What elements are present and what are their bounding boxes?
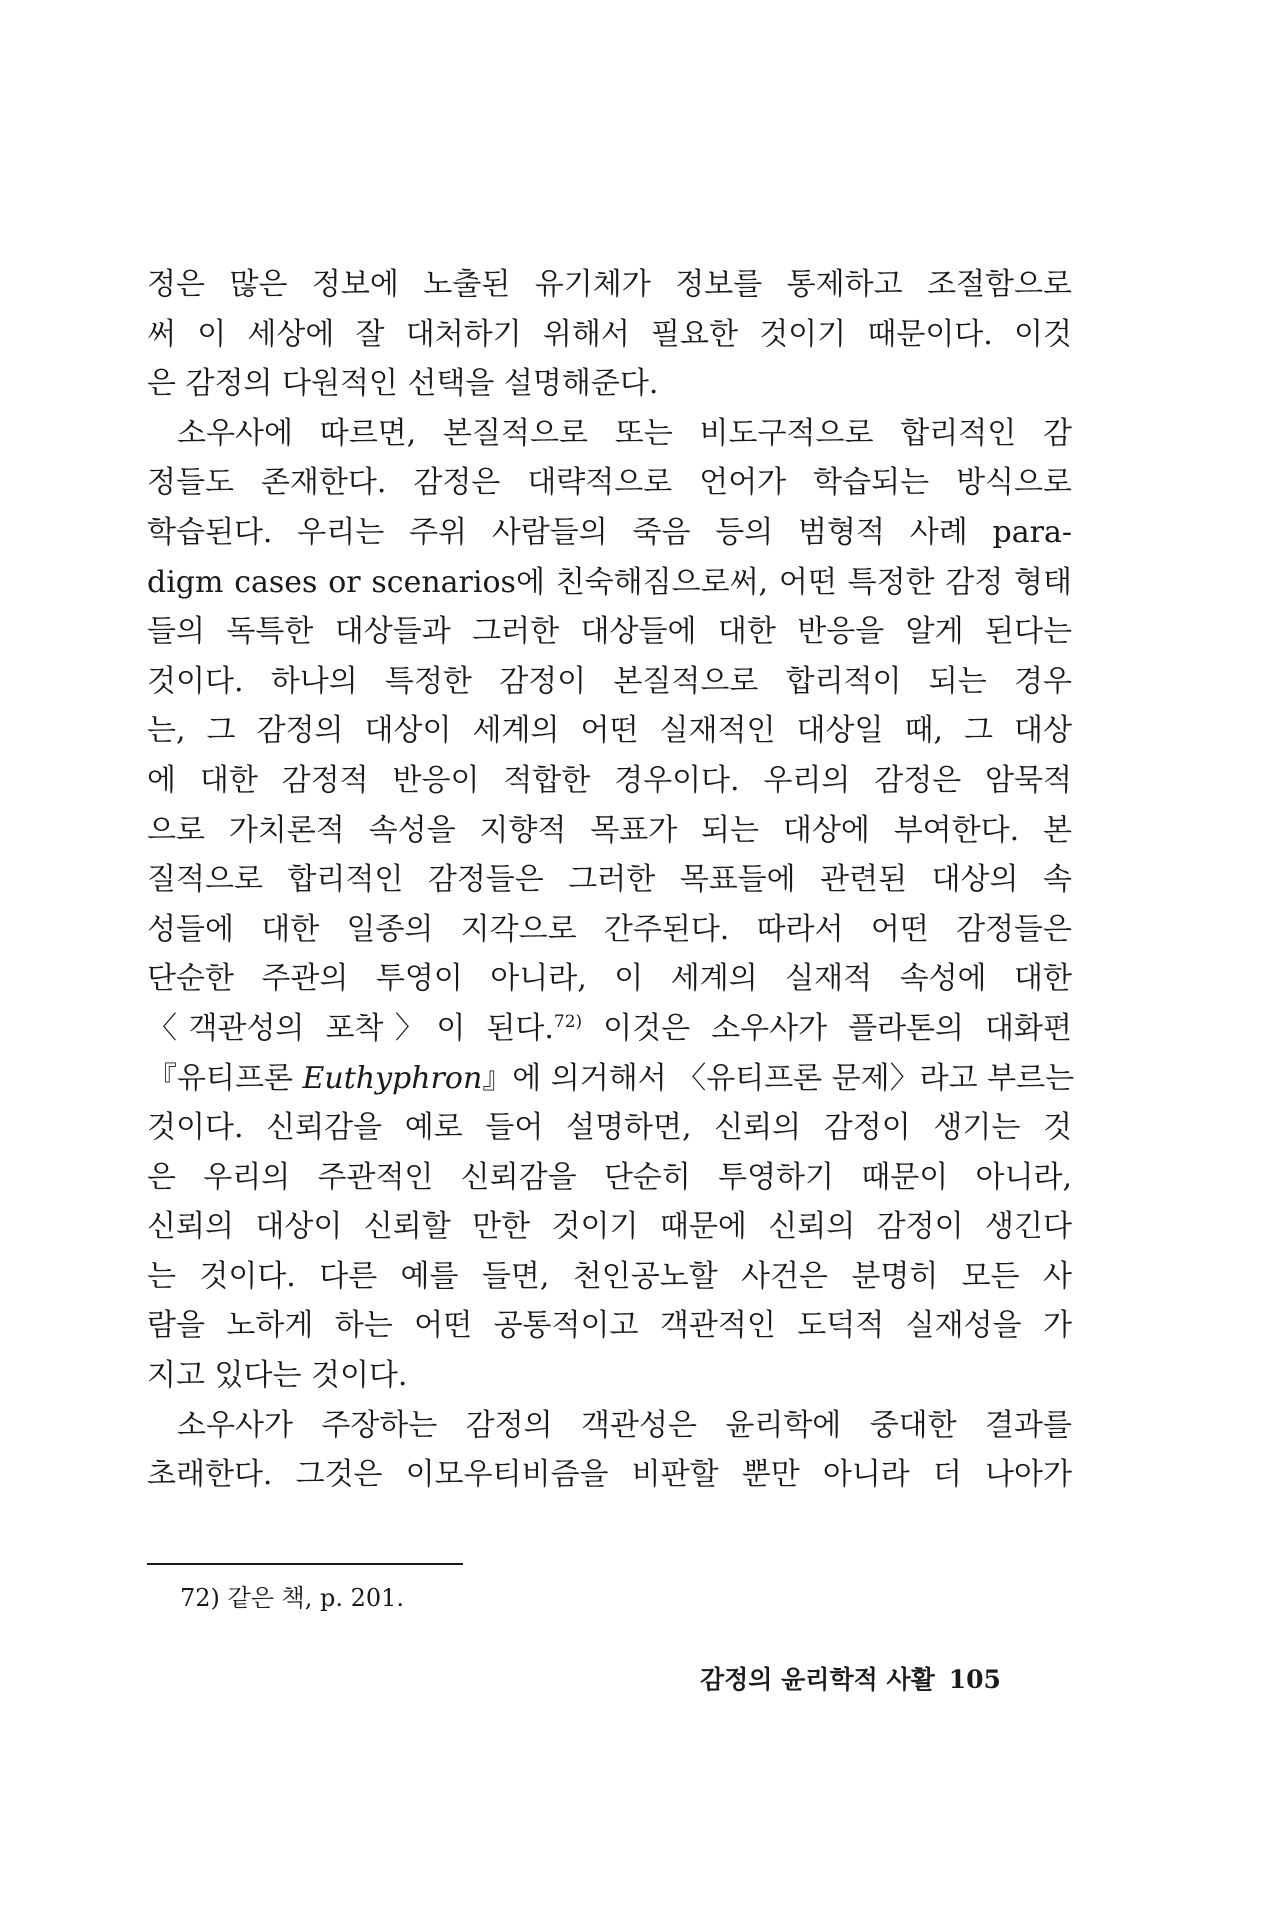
text-line: 으로 가치론적 속성을 지향적 목표가 되는 대상에 부여한다. 본 [147,812,1072,848]
text-line-with-title [147,1054,1075,1104]
text-line: 초래한다. 그것은 이모우티비즘을 비판할 뿐만 아니라 더 나아가 [147,1457,1072,1493]
body-text [147,260,1075,1500]
text-line: 써 이 세상에 잘 대처하기 위해서 필요한 것이기 때문이다. 이것 [147,316,1072,352]
text-line: 정은 많은 정보에 노출된 유기체가 정보를 통제하고 조절함으로 [147,267,1072,302]
text-line: 질적으로 합리적인 감정들은 그러한 목표들에 관련된 대상의 속 [147,862,1072,898]
text-line: 성들에 대한 일종의 지각으로 간주된다. 따라서 어떤 감정들은 [147,911,1072,947]
text-line: 지고 있다는 것이다. [147,1358,408,1394]
footnote: 72) 같은 책, p. 201. [180,1584,405,1612]
text-line: 람을 노하게 하는 어떤 공통적이고 객관적인 도덕적 실재성을 가 [147,1308,1072,1344]
text-line-with-footnote-ref [147,1004,1072,1054]
line-text: 이것은 소우사가 플라톤의 대화편 [582,1010,1072,1046]
text-line: 단순한 주관의 투영이 아니라, 이 세계의 실재적 속성에 대한 [147,961,1072,997]
text-line: 들의 독특한 대상들과 그러한 대상들에 대한 반응을 알게 된다는 [147,614,1072,650]
text-line: 은 우리의 주관적인 신뢰감을 단순히 투영하기 때문이 아니라, [147,1159,1072,1195]
footnote-reference: 72) [553,1011,583,1032]
text-line: 신뢰의 대상이 신뢰할 만한 것이기 때문에 신뢰의 감정이 생긴다 [147,1209,1072,1245]
running-footer [700,1660,1001,1696]
line-text: 『유티프론 [147,1060,303,1096]
text-line: 는, 그 감정의 대상이 세계의 어떤 실재적인 대상일 때, 그 대상 [147,713,1072,749]
text-line: 정들도 존재한다. 감정은 대략적으로 언어가 학습되는 방식으로 [147,465,1072,501]
text-line: 소우사가 주장하는 감정의 객관성은 윤리학에 중대한 결과를 [177,1407,1072,1443]
line-text: 〈객관성의 포착〉이 된다. [147,1010,554,1046]
page-number: 105 [948,1665,1001,1694]
text-line: 학습된다. 우리는 주위 사람들의 죽음 등의 범형적 사례 para- [147,514,1072,550]
text-line: 는 것이다. 다른 예를 들면, 천인공노할 사건은 분명히 모든 사 [147,1258,1072,1294]
footnote-divider [147,1563,463,1565]
text-line: 것이다. 하나의 특정한 감정이 본질적으로 합리적이 되는 경우 [147,663,1072,699]
text-line: 소우사에 따르면, 본질적으로 또는 비도구적으로 합리적인 감 [177,415,1072,451]
text-line: 것이다. 신뢰감을 예로 들어 설명하면, 신뢰의 감정이 생기는 것 [147,1110,1072,1146]
italic-title: Euthyphron [302,1060,483,1096]
text-line: digm cases or scenarios에 친숙해짐으로써, 어떤 특정한 감정 형태 [147,564,1072,600]
text-line: 에 대한 감정적 반응이 적합한 경우이다. 우리의 감정은 암묵적 [147,762,1072,798]
running-title: 감정의 윤리학적 사활 [700,1665,935,1694]
line-text: 』에 의거해서 〈유티프론 문제〉라고 부르는 [482,1060,1075,1096]
text-line: 은 감정의 다원적인 선택을 설명해준다. [147,366,659,402]
